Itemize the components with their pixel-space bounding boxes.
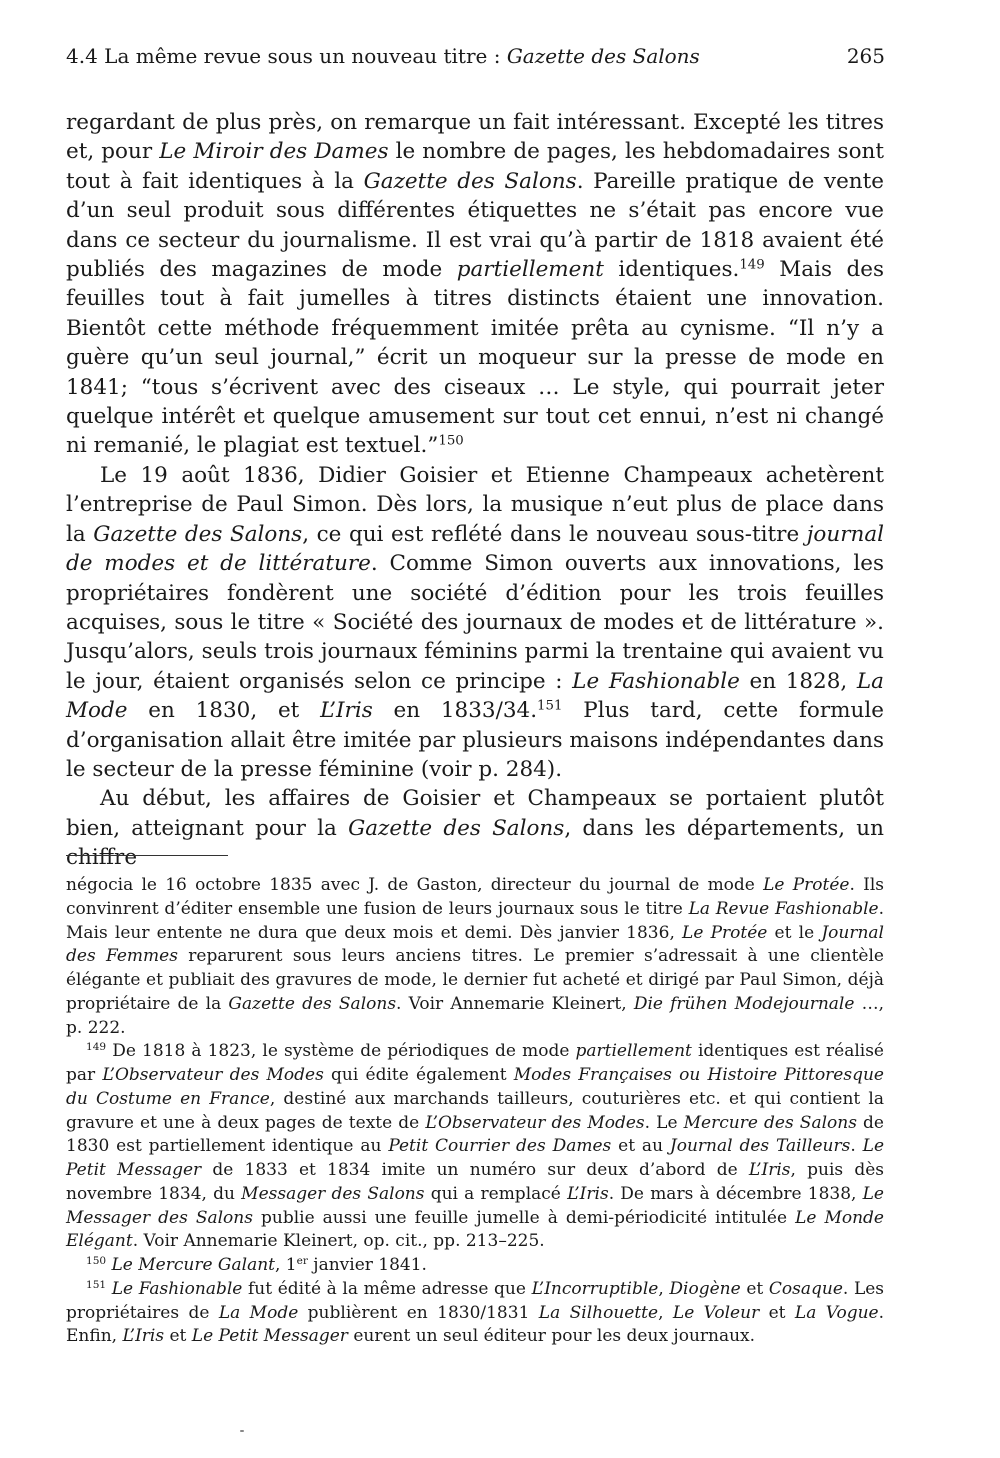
footnote-ref-151: 151 <box>537 698 563 714</box>
running-header-title: 4.4 La même revue sous un nouveau titre : Gazette des Salons <box>66 44 700 68</box>
footnote-separator <box>66 855 228 856</box>
paragraph-2: Le 19 août 1836, Didier Goisier et Etienne Champeaux achetèrent l’entreprise de Paul Simon. Dès lors, la musique n’eut plus de place dans la Gazette des Salons, ce qui est reflété dans le nouveau sous-titre journal de modes et de littérature. Comme Simon ouverts aux innovations, les propriétaires fondèrent une société d’édition pour les trois feuilles acquises, sous le titre « Société des journaux de modes et de littérature ». Jusqu’alors, seuls trois journaux féminins parmi la trentaine qui avaient vu le jour, étaient organisés selon ce principe : Le Fashionable en 1828, La Mode en 1830, et L’Iris en 1833/34.$^{151}$ Plus tard, cette formule d’organisation allait être imitée par plusieurs maisons indépendantes dans le secteur de la presse féminine (voir p. 284). <box>66 462 885 782</box>
footnote-ref-150: 150 <box>438 434 464 450</box>
footnote-150: $^{150}$ Le Mercure Galant, 1er janvier 1841. <box>86 1255 427 1275</box>
footnote-151: $^{151}$ Le Fashionable fut édité à la même adresse que L’Incorruptible, Diogène et Cosaque. Les propriétaires de La Mode publièrent en 1830/1831 La Silhouette, Le Voleur et La Vogue. Enfin, L’Iris et Le Petit Messager eurent un seul éditeur pour les deux journaux. <box>66 1278 885 1347</box>
main-text <box>66 108 884 873</box>
page-number: 265 <box>846 44 885 68</box>
paragraph-1: regardant de plus près, on remarque un fait intéressant. Excepté les titres et, pour Le Miroir des Dames le nombre de pages, les hebdomadaires sont tout à fait identiques à la Gazette des Salons. Pareille pratique de vente d’un seul produit sous différentes étiquettes ne s’était pas encore vue dans ce secteur du journalisme. Il est vrai qu’à partir de 1818 avaient été publiés des magazines de mode partiellement identiques.$^{149}$ Mais des feuilles tout à fait jumelles à titres distincts étaient une innovation. Bientôt cette méthode fréquemment imitée prêta au cynisme. “Il n’y a guère qu’un seul journal,” écrit un moqueur sur la presse de mode en 1841; “tous s’écrivent avec des ciseaux … Le style, qui pourrait jeter quelque intérêt et quelque amusement sur tout cet ennui, n’est ni changé ni remanié, le plagiat est textuel.”$^{150}$ <box>66 110 885 459</box>
footnote-149: $^{149}$ De 1818 à 1823, le système de périodiques de mode partiellement identiques est réalisé par L’Observateur des Modes qui édite également Modes Françaises ou Histoire Pittoresque du Costume en France, destiné aux marchands tailleurs, couturières etc. et qui contient la gravure et une à deux pages de texte de L’Observateur des Modes. Le Mercure des Salons de 1830 est partiellement identique au Petit Courrier des Dames et au Journal des Tailleurs. Le Petit Messager de 1833 et 1834 imite un numéro sur deux d’abord de L’Iris, puis dès novembre 1834, du Messager des Salons qui a remplacé L’Iris. De mars à décembre 1838, Le Messager des Salons publie aussi une feuille jumelle à demi-périodicité intitulée Le Monde Elégant. Voir Annemarie Kleinert, op. cit., pp. 213–225. <box>66 1041 885 1252</box>
scan-speck <box>240 1430 244 1432</box>
footnote-continuation: négocia le 16 octobre 1835 avec J. de Gaston, directeur du journal de mode Le Protée. Ils convinrent d’éditer ensemble une fusion de leurs journaux sous le titre La Revue Fashionable. Mais leur entente ne dura que deux mois et demi. Dès janvier 1836, Le Protée et le Journal des Femmes reparurent sous leurs anciens titres. Le premier s’adressait à une clientèle élégante et publiait des gravures de mode, le dernier fut acheté et dirigé par Paul Simon, déjà propriétaire de la Gazette des Salons. Voir Annemarie Kleinert, Die frühen Modejournale …, p. 222. <box>66 875 885 1038</box>
running-header <box>66 42 885 70</box>
paragraph-3: Au début, les affaires de Goisier et Champeaux se portaient plutôt bien, atteignant pour la Gazette des Salons, dans les départements, un chiffre <box>66 786 884 871</box>
footnotes <box>66 874 884 1349</box>
footnote-ref-149: 149 <box>739 257 765 273</box>
